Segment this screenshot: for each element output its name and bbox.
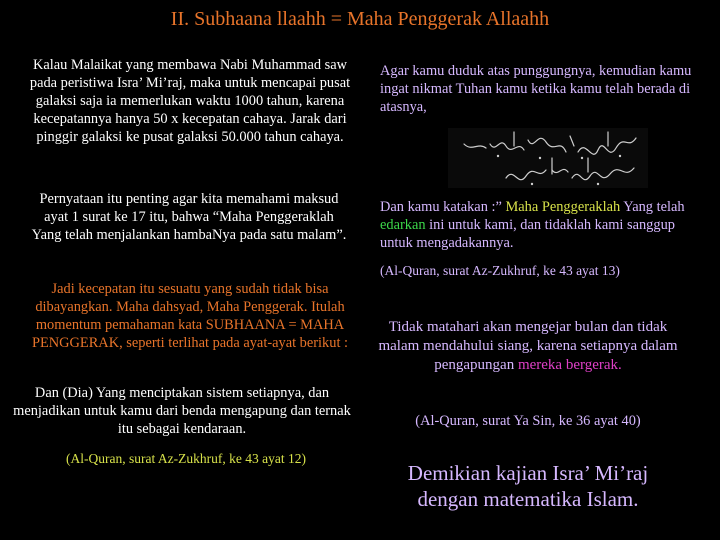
right-paragraph-3-text: Tidak matahari akan mengejar bulan dan tidak malam mendahului siang, karena setiapnya dalam pengapungan bbox=[378, 319, 678, 373]
right-paragraph-2-lead: Dan kamu katakan :” bbox=[380, 199, 502, 215]
reference-3: (Al-Quran, surat Ya Sin, ke 36 ayat 40) bbox=[415, 413, 641, 429]
reference-1: (Al-Quran, surat Az-Zukhruf, ke 43 ayat 12) bbox=[66, 451, 306, 466]
left-paragraph-2: Pernyataan itu penting agar kita memahami maksud ayat 1 surat ke 17 itu, bahwa “Maha Penggeraklah Yang telah menjalankan hambaNya pada satu malam”. bbox=[31, 191, 347, 243]
right-paragraph-1: Agar kamu duduk atas punggungnya, kemudian kamu ingat nikmat Tuhan kamu ketika kamu telah berada di atasnya, bbox=[380, 63, 692, 115]
right-paragraph-2-tail: ini untuk kami, dan tidaklah kami sanggup untuk mengadakannya. bbox=[380, 217, 675, 251]
right-paragraph-2-mid: Yang telah bbox=[623, 199, 685, 215]
left-paragraph-4: Dan (Dia) Yang menciptakan sistem setiapnya, dan menjadikan untuk kamu dari benda mengapung dan ternak itu sebagai kendaraan. bbox=[13, 385, 351, 437]
right-paragraph-3 bbox=[376, 318, 680, 375]
highlight-edarkan: edarkan bbox=[380, 217, 426, 233]
closing-text: Demikian kajian Isra’ Mi’raj dengan matematika Islam. bbox=[407, 461, 649, 511]
reference-2: (Al-Quran, surat Az-Zukhruf, ke 43 ayat 13) bbox=[380, 263, 620, 278]
slide-title: II. Subhaana llaahh = Maha Penggerak Allaahh bbox=[170, 8, 550, 30]
highlight-mereka-bergerak: mereka bergerak. bbox=[517, 357, 622, 373]
left-paragraph-1: Kalau Malaikat yang membawa Nabi Muhammad saw pada peristiwa Isra’ Mi’raj, maka untuk mencapai pusat galaksi saja ia memerlukan waktu 1000 tahun, karena kecepatannya hanya 50 x kecepatan cahaya. Jarak dari pinggir galaksi ke pusat galaksi 50.000 tahun cahaya. bbox=[29, 57, 351, 145]
left-paragraph-3: Jadi kecepatan itu sesuatu yang sudah tidak bisa dibayangkan. Maha dahsyad, Maha Penggerak. Itulah momentum pemahaman kata SUBHAANA = MAHA PENGGERAK, seperti terlihat pada ayat-ayat berikut : bbox=[31, 281, 349, 351]
highlight-maha-penggeraklah: Maha Penggeraklah bbox=[505, 199, 621, 215]
arabic-calligraphy-icon bbox=[448, 128, 648, 188]
right-paragraph-2 bbox=[380, 198, 692, 252]
arabic-calligraphy-image bbox=[448, 128, 648, 188]
